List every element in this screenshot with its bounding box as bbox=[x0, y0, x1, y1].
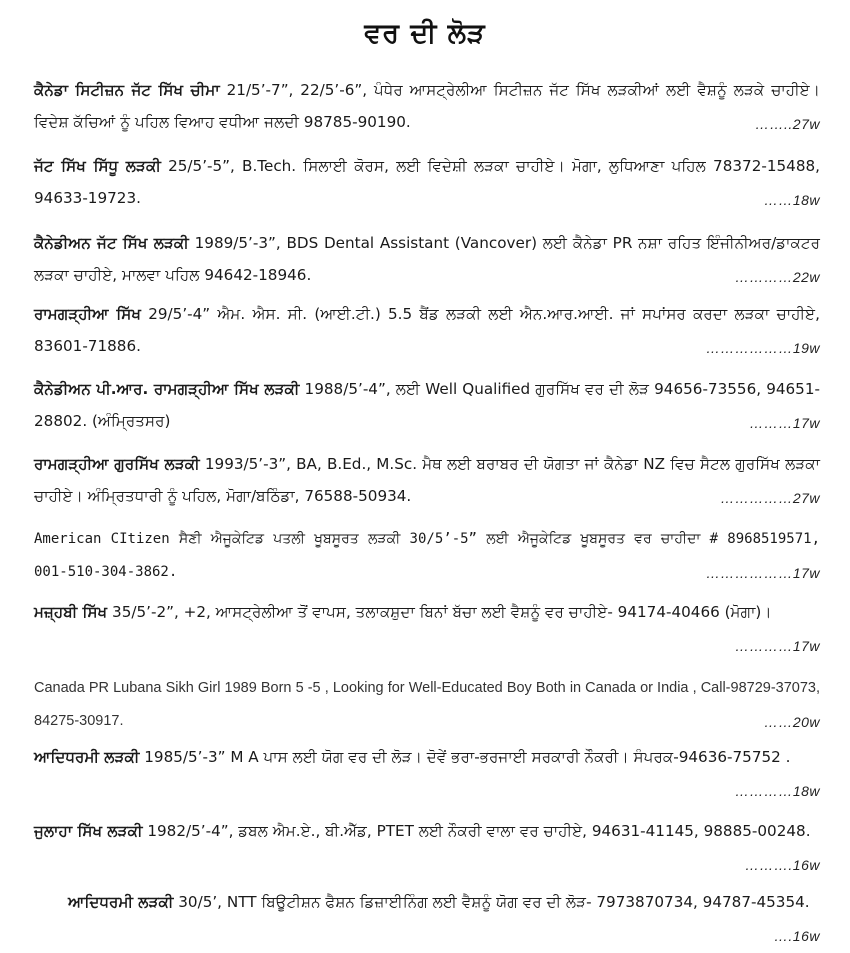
ad-ref: ….16w bbox=[773, 928, 820, 944]
ad-item bbox=[34, 150, 820, 216]
ad-body: 30/5’, NTT ਬਿਊਟੀਸ਼ਨ ਫੈਸ਼ਨ ਡਿਜ਼ਾਈਨਿੰਗ ਲਈ ਵੈਸ਼ਨੂੰ ਯੋਗ ਵਰ ਦੀ ਲੋੜ- 7973870734, 94787-45354. bbox=[173, 893, 810, 911]
ad-body: 1993/5’-3”, BA, B.Ed., M.Sc. ਮੈਥ ਲਈ ਬਰਾਬਰ ਦੀ ਯੋਗਤਾ ਜਾਂ ਕੈਨੇਡਾ NZ ਵਿਚ ਸੈਟਲ ਗੁਰਸਿੱਖ ਲੜਕਾ ਚਾਹੀਏ। ਅੰਮ੍ਰਿਤਧਾਰੀ ਨੂੰ ਪਹਿਲ, ਮੋਗਾ/ਬਠਿੰਡਾ, 76588-50934. bbox=[34, 455, 820, 505]
ad-ref: ………………17w bbox=[705, 565, 820, 581]
ad-body: 1988/5’-4”, ਲਈ Well Qualified ਗੁਰਸਿੱਖ ਵਰ ਦੀ ਲੋੜ 94656-73556, 94651-28802. (ਅੰਮ੍ਰਿਤਸਰ) bbox=[34, 380, 820, 430]
ad-ref: …………18w bbox=[734, 783, 820, 799]
ad-ref: ……….16w bbox=[744, 857, 820, 873]
ad-ref: ……………27w bbox=[720, 490, 820, 506]
ad-ref: ………………19w bbox=[705, 340, 820, 356]
ad-item bbox=[34, 741, 820, 807]
ad-lead: ਰਾਮਗੜ੍ਹੀਆ ਸਿੱਖ bbox=[34, 305, 141, 323]
ad-body: 1989/5’-3”, BDS Dental Assistant (Vancover) ਲਈ ਕੈਨੇਡਾ PR ਨਸ਼ਾ ਰਹਿਤ ਇੰਜੀਨੀਅਰ/ਡਾਕਟਰ ਲੜਕਾ ਚਾਹੀਏ, ਮਾਲਵਾ ਪਹਿਲ 94642-18946. bbox=[34, 234, 820, 284]
ad-body: 25/5’-5”, B.Tech. ਸਿਲਾਈ ਕੋਰਸ, ਲਈ ਵਿਦੇਸ਼ੀ ਲੜਕਾ ਚਾਹੀਏ। ਮੋਗਾ, ਲੁਧਿਆਣਾ ਪਹਿਲ 78372-15488, 94633-19723. bbox=[34, 157, 820, 207]
ad-body: Canada PR Lubana Sikh Girl 1989 Born 5 -5 , Looking for Well-Educated Boy Both in Canada or India , Call-98729-37073, 84275-30917. bbox=[34, 680, 820, 729]
ad-item bbox=[34, 671, 820, 738]
ad-lead: ਜੁਲਾਹਾ ਸਿੱਖ ਲੜਕੀ bbox=[34, 822, 143, 840]
ad-lead: ਕੈਨੇਡੀਅਨ ਜੱਟ ਸਿੱਖ ਲੜਕੀ bbox=[34, 234, 189, 252]
ad-item bbox=[34, 448, 820, 514]
ad-item bbox=[34, 815, 820, 881]
ad-ref: …………22w bbox=[734, 269, 820, 285]
ad-lead: ਮਜ਼੍ਹਬੀ ਸਿੱਖ bbox=[34, 603, 108, 621]
ad-item bbox=[34, 74, 820, 140]
ad-ref: …………17w bbox=[734, 638, 820, 654]
ad-item bbox=[34, 596, 820, 662]
ad-ref: ………17w bbox=[749, 415, 820, 431]
ad-lead: ਜੱਟ ਸਿੱਖ ਸਿੱਧੂ ਲੜਕੀ bbox=[34, 157, 161, 175]
ad-ref: ……..27w bbox=[755, 116, 820, 132]
ad-ref: ……18w bbox=[763, 192, 820, 208]
ad-body: 1985/5’-3” M A ਪਾਸ ਲਈ ਯੋਗ ਵਰ ਦੀ ਲੋੜ। ਦੋਵੇਂ ਭਰਾ-ਭਰਜਾਈ ਸਰਕਾਰੀ ਨੌਕਰੀ। ਸੰਪਰਕ-94636-75752 . bbox=[139, 748, 791, 766]
ad-lead: ਆਦਿਧਰਮੀ ਲੜਕੀ bbox=[34, 748, 140, 766]
ad-item bbox=[34, 522, 820, 589]
ad-body: American CItizen ਸੈਣੀ ਐਜੂਕੇਟਿਡ ਪਤਲੀ ਖੂਬਸੂਰਤ ਲੜਕੀ 30/5’-5” ਲਈ ਐਜੂਕੇਟਿਡ ਖੂਬਸੂਰਤ ਵਰ ਚਾਹੀਦਾ # 8968519571, 001-510-304-3862. bbox=[34, 531, 820, 580]
page-title: ਵਰ ਦੀ ਲੋੜ bbox=[364, 18, 486, 49]
ad-item bbox=[34, 227, 820, 293]
ad-lead: ਆਦਿਧਰਮੀ ਲੜਕੀ bbox=[68, 893, 174, 911]
ad-lead: ਕੈਨੇਡਾ ਸਿਟੀਜ਼ਨ ਜੱਟ ਸਿੱਖ ਚੀਮਾ bbox=[34, 81, 220, 99]
ad-body: 29/5’-4” ਐਮ. ਐਸ. ਸੀ. (ਆਈ.ਟੀ.) 5.5 ਬੈਂਡ ਲੜਕੀ ਲਈ ਐਨ.ਆਰ.ਆਈ. ਜਾਂ ਸਪਾਂਸਰ ਕਰਦਾ ਲੜਕਾ ਚਾਹੀਏ, 83601-71886. bbox=[34, 305, 820, 355]
ad-ref: ……20w bbox=[763, 714, 820, 730]
ad-lead: ਕੈਨੇਡੀਅਨ ਪੀ.ਆਰ. ਰਾਮਗੜ੍ਹੀਆ ਸਿੱਖ ਲੜਕੀ bbox=[34, 380, 300, 398]
ad-body: 21/5’-7”, 22/5’-6”, ਪੰਧੇਰ ਆਸਟ੍ਰੇਲੀਆ ਸਿਟੀਜ਼ਨ ਜੱਟ ਸਿੱਖ ਲੜਕੀਆਂ ਲਈ ਵੈਸ਼ਨੂੰ ਲੜਕੇ ਚਾਹੀਏ। ਵਿਦੇਸ਼ ਕੱਚਿਆਂ ਨੂੰ ਪਹਿਲ ਵਿਆਹ ਵਧੀਆ ਜਲਦੀ 98785-90190. bbox=[34, 81, 821, 131]
ad-item bbox=[34, 298, 820, 364]
ad-body: 35/5’-2”, +2, ਆਸਟ੍ਰੇਲੀਆ ਤੋਂ ਵਾਪਸ, ਤਲਾਕਸ਼ੁਦਾ ਬਿਨਾਂ ਬੱਚਾ ਲਈ ਵੈਸ਼ਨੂੰ ਵਰ ਚਾਹੀਏ- 94174-40466 (ਮੋਗਾ)। bbox=[107, 603, 772, 621]
ad-lead: ਰਾਮਗੜ੍ਹੀਆ ਗੁਰਸਿੱਖ ਲੜਕੀ bbox=[34, 455, 200, 473]
ad-item bbox=[68, 886, 820, 952]
ad-body: 1982/5’-4”, ਡਬਲ ਐਮ.ਏ., ਬੀ.ਐੱਡ, PTET ਲਈ ਨੌਕਰੀ ਵਾਲਾ ਵਰ ਚਾਹੀਏ, 94631-41145, 98885-00248. bbox=[142, 822, 811, 840]
ad-item bbox=[34, 373, 820, 439]
